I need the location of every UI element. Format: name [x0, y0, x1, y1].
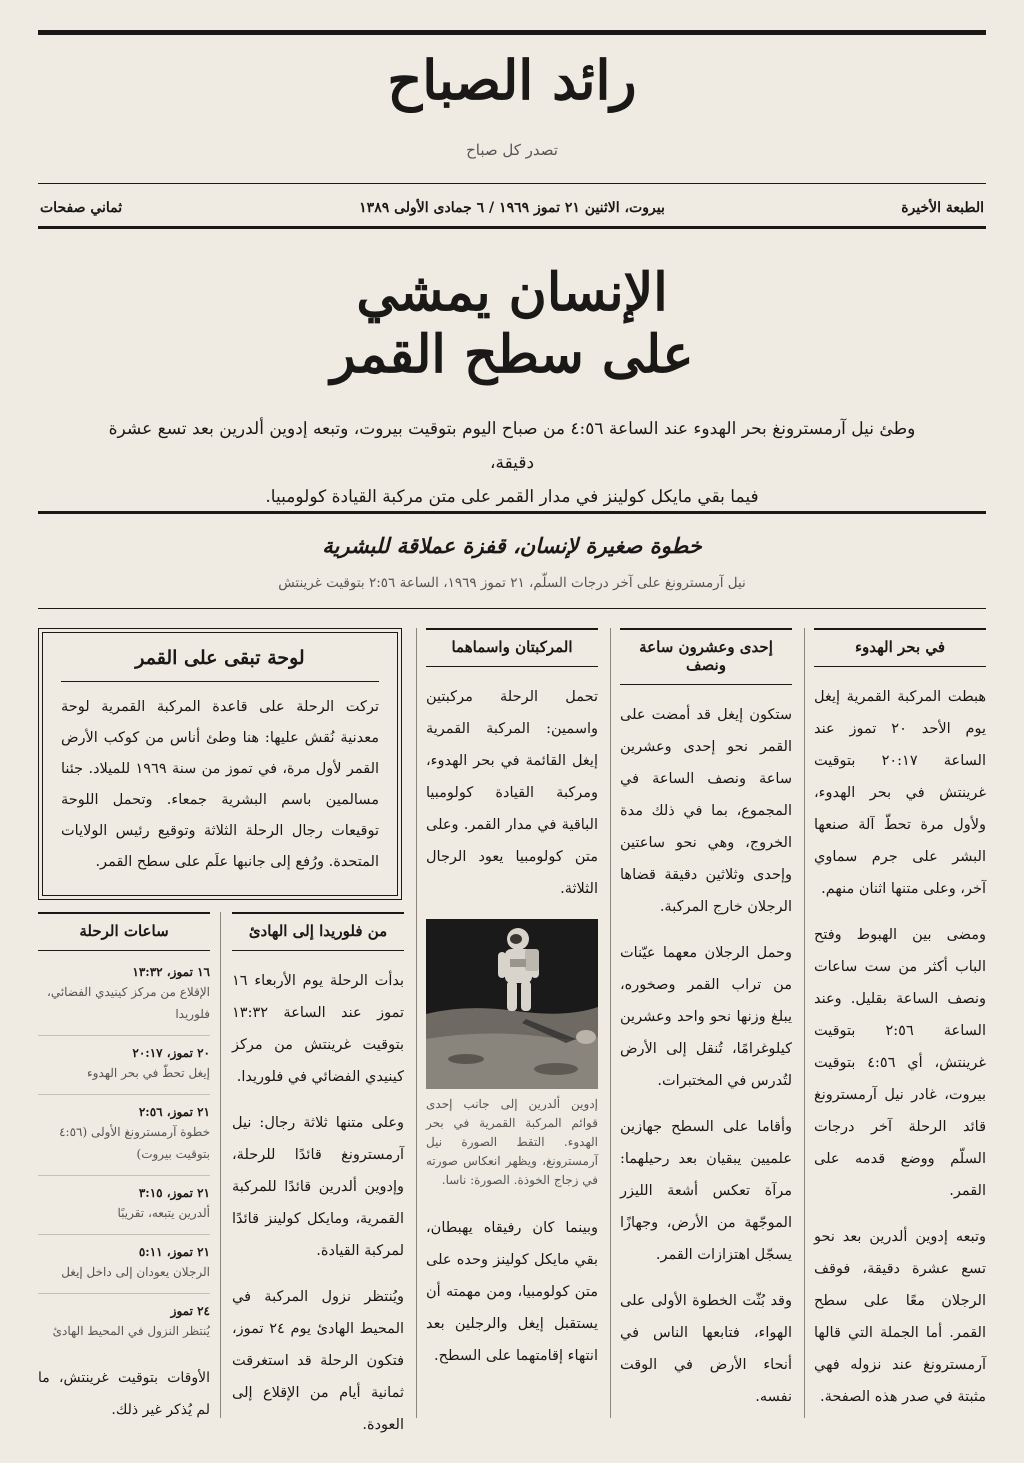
article-paragraph: وحمل الرجلان معهما عيّنات من تراب القمر وصخوره، يبلغ وزنها نحو واحد وعشرين كيلوغرامًا، تُنقل إلى الأرض لتُدرس في المختبرات.	[620, 945, 792, 1089]
article-paragraph: ستكون إيغل قد أمضت على القمر نحو إحدى وعشرين ساعة ونصف الساعة في المجموع، بما في ذلك مدة الخروج، وهي نحو ساعتين وإحدى وثلاثين دقيقة قضاها الرجلان خارج المركبة.	[620, 707, 792, 915]
timeline-time: ٢١ تموز، ٣:١٥	[138, 1186, 210, 1200]
article-paragraph: تحمل الرحلة مركبتين واسمين: المركبة القمرية إيغل القائمة في بحر الهدوء، ومركبة القيادة كولومبيا الباقية في مدار القمر. وعلى متن كولومبيا يعود الرجال الثلاثة.	[426, 689, 598, 897]
article-paragraph: ومضى بين الهبوط وفتح الباب أكثر من ست ساعات ونصف الساعة بقليل. وعند الساعة ٢:٥٦ بتوقيت غرينتش، أي ٤:٥٦ بتوقيت بيروت، غادر نيل آرمسترونغ قائد الرحلة آخر درجات السلّم ووضع قدمه على القمر.	[814, 927, 986, 1199]
timeline-item	[38, 1294, 210, 1352]
quote-top-rule	[38, 511, 986, 514]
lede-line-2: فيما بقي مايكل كولينز في مدار القمر على متن مركبة القيادة كولومبيا.	[265, 487, 759, 507]
article-florida-to-pacific	[232, 912, 404, 1455]
timeline-event: ألدرين يتبعه، تقريبًا	[117, 1206, 210, 1220]
headline-line-1: الإنسان يمشي	[356, 262, 668, 323]
article-paragraph: وبينما كان رفيقاه يهبطان، بقي مايكل كولينز وحده على متن كولومبيا، ومن مهمته أن يستقبل إيغل والرجلين بعد انتهاء إقامتهما على السطح.	[426, 1220, 598, 1364]
pull-quote-caption: نيل آرمسترونغ على آخر درجات السلّم، ٢١ تموز ١٩٦٩، الساعة ٢:٥٦ بتوقيت غرينتش	[278, 575, 746, 591]
column-divider	[220, 912, 221, 1418]
timeline-event: إيغل تحطّ في بحر الهدوء	[87, 1066, 210, 1080]
timeline-item	[38, 1036, 210, 1095]
column-divider	[804, 628, 805, 1418]
article-title: إحدى وعشرون ساعة ونصف	[620, 628, 792, 685]
timeline-time: ١٦ تموز، ١٣:٣٢	[132, 965, 210, 979]
timeline-event: الرجلان يعودان إلى داخل إيغل	[61, 1265, 210, 1279]
article-paragraph: وتبعه إدوين ألدرين بعد نحو تسع عشرة دقيقة، فوقف الرجلان معًا على سطح القمر. أما الجملة التي قالها آرمسترونغ عند نزوله فهي مثبتة في صدر هذه الصفحة.	[814, 1229, 986, 1405]
top-rule	[38, 30, 986, 35]
timeline-event: يُنتظر النزول في المحيط الهادئ	[52, 1324, 210, 1338]
quote-bottom-rule	[38, 608, 986, 609]
column-divider	[610, 628, 611, 1418]
timeline-time: ٢٠ تموز، ٢٠:١٧	[132, 1046, 210, 1060]
column-divider	[416, 628, 417, 1418]
pull-quote: خطوة صغيرة لإنسان، قفزة عملاقة للبشرية	[322, 533, 702, 558]
masthead-tagline: تصدر كل صباح	[466, 141, 558, 159]
article-paragraph: وعلى متنها ثلاثة رجال: نيل آرمسترونغ قائدًا للرحلة، وإدوين ألدرين قائدًا للمركبة القمرية، ومايكل كولينز قائدًا لمركبة القيادة.	[232, 1115, 404, 1259]
article-title: من فلوريدا إلى الهادئ	[232, 912, 404, 951]
timeline-box	[38, 912, 210, 1426]
article-paragraph: وأقاما على السطح جهازين علميين يبقيان بعد رحيلهما: مرآة تعكس أشعة الليزر الموجّهة من الأرض، وجهازًا يسجّل اهتزازات القمر.	[620, 1119, 792, 1263]
astronaut-on-moon-image	[426, 919, 598, 1089]
timeline-item	[38, 1095, 210, 1176]
lede-line-1: وطئ نيل آرمسترونغ بحر الهدوء عند الساعة ٤:٥٦ من صباح اليوم بتوقيت بيروت، وتبعه إدوين ألدرين بعد تسع عشرة دقيقة،	[108, 419, 916, 473]
main-headline	[0, 262, 1024, 386]
dateline	[40, 196, 984, 220]
article-twenty-one-hours	[620, 628, 792, 1427]
masthead-title: رائد الصباح	[387, 48, 637, 112]
article-title: المركبتان واسماهما	[426, 628, 598, 667]
timeline-time: ٢٤ تموز	[170, 1304, 210, 1318]
timeline-item	[38, 1176, 210, 1235]
dateline-top-rule	[38, 183, 986, 184]
article-paragraph: ويُنتظر نزول المركبة في المحيط الهادئ يوم ٢٤ تموز، فتكون الرحلة قد استغرقت ثمانية أيام من الإقلاع إلى العودة.	[232, 1289, 405, 1433]
astronaut-photo	[426, 919, 598, 1089]
article-paragraph: هبطت المركبة القمرية إيغل يوم الأحد ٢٠ تموز عند الساعة ٢٠:١٧ بتوقيت غرينتش في بحر الهدوء، ولأول مرة تحطّ آلة صنعها البشر على جرم سماوي آخر، وعلى متنها اثنان منهم.	[814, 689, 986, 897]
article-paragraph: بدأت الرحلة يوم الأربعاء ١٦ تموز عند الساعة ١٣:٣٢ بتوقيت غرينتش من مركز كينيدي الفضائي في فلوريدا.	[232, 973, 404, 1085]
lede-paragraph	[90, 412, 934, 514]
timeline-time: ٢١ تموز، ٥:١١	[138, 1245, 210, 1259]
article-sea-of-tranquility	[814, 628, 986, 1427]
timeline-event: خطوة آرمسترونغ الأولى (٤:٥٦ بتوقيت بيروت)	[59, 1125, 210, 1161]
issue-date: بيروت، الاثنين ٢١ تموز ١٩٦٩ / ٦ جمادى الأولى ١٣٨٩	[359, 200, 665, 216]
dateline-bottom-rule	[38, 226, 986, 229]
photo-caption: إدوين ألدرين إلى جانب إحدى قوائم المركبة القمرية في بحر الهدوء. التقط الصورة نيل آرمسترونغ، ويظهر انعكاس صورته في زجاج الخوذة. الصورة: ناسا.	[426, 1097, 598, 1187]
timeline-time: ٢١ تموز، ٢:٥٦	[138, 1105, 210, 1119]
timeline-item	[38, 955, 210, 1036]
timeline-note: الأوقات بتوقيت غرينتش، ما لم يُذكر غير ذلك.	[38, 1370, 210, 1418]
plaque-title: لوحة تبقى على القمر	[61, 641, 379, 682]
plaque-box	[38, 628, 402, 900]
article-paragraph: وقد بُثّت الخطوة الأولى على الهواء، فتابعها الناس في أنحاء الأرض في الوقت نفسه.	[620, 1293, 792, 1405]
page-count: ثماني صفحات	[40, 200, 123, 216]
plaque-text: تركت الرحلة على قاعدة المركبة القمرية لوحة معدنية نُقش عليها: هنا وطئ أناس من كوكب الأرض القمر لأول مرة، في تموز من سنة ١٩٦٩ للميلاد. جئنا مسالمين باسم البشرية جمعاء. وتحمل اللوحة توقيعات رجال الرحلة الثلاثة وتوقيع رئيس الولايات المتحدة. ورُفع إلى جانبها علَم على سطح القمر.	[61, 699, 380, 870]
article-two-craft	[426, 628, 598, 1386]
timeline-event: الإقلاع من مركز كينيدي الفضائي، فلوريدا	[46, 985, 210, 1021]
edition-label: الطبعة الأخيرة	[901, 200, 984, 216]
timeline-item	[38, 1235, 210, 1294]
headline-line-2: على سطح القمر	[330, 324, 694, 385]
timeline-title: ساعات الرحلة	[38, 912, 210, 951]
article-title: في بحر الهدوء	[814, 628, 986, 667]
